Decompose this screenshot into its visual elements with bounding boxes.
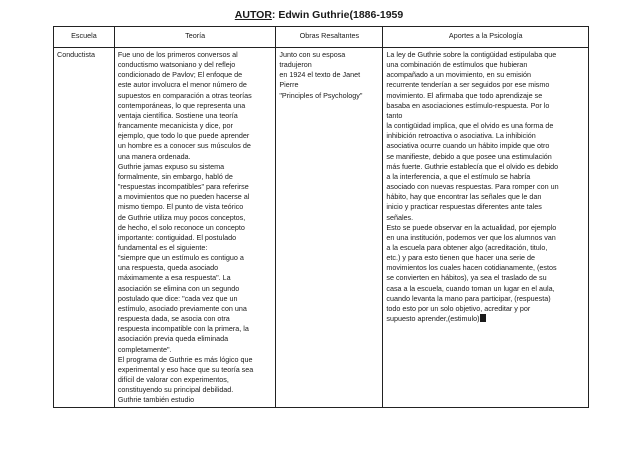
text-line: a la escuela para obtener algo (acreditación, titulo, (386, 242, 548, 252)
text-line: completamente". (117, 344, 172, 354)
text-line: francamente mecanicista y dice, por (117, 121, 233, 131)
text-line: más fuerte. Guthrie establecía que el olvido es debido (386, 161, 559, 171)
text-line: recurrente tenderían a ser seguidos por ese mismo (386, 80, 550, 90)
text-line: en 1924 el texto de Janet Pierre (279, 70, 361, 90)
text-line: todo esto por un solo objetivo, acreditar y por (386, 303, 531, 313)
text-line: movimientos los cuales hacen cotidianamente, (estos (386, 263, 557, 273)
column-header-aportes: Aportes a la Psicología (383, 27, 589, 48)
title-prefix: AUTOR (234, 9, 272, 21)
text-line: condicionado de Pavlov; El enfoque de (117, 70, 243, 80)
text-line: difícil de valorar con experimentos, (117, 375, 229, 384)
text-line: ventaja científica. Sostiene una teoría (117, 110, 238, 120)
text-line: asociativa ocurre cuando un hábito impide que otro (386, 141, 550, 151)
text-line: estímulo, asociado previamente con una (117, 303, 247, 313)
text-line: hábito, hay que encontrar las señales que le dan (386, 192, 542, 202)
text-line: de Guthrie utiliza muy pocos conceptos, (117, 212, 246, 222)
text-line: respuesta incompatible con la primera, la (117, 324, 249, 334)
text-line: se manifieste, debido a que posee una estimulación (386, 151, 552, 161)
text-line: este autor involucra el menor número de (117, 80, 247, 90)
text-line: se convierten en hábitos), ya sea el traslado de su (386, 273, 547, 283)
text-line: postulado que dice: "cada vez que un (117, 293, 238, 303)
text-line: tanto (386, 110, 403, 120)
text-line: contemporáneas, lo que representa una (117, 100, 246, 110)
column-header-obras: Obras Resaltantes (276, 27, 383, 48)
text-line: una manera ordenada. (117, 151, 191, 161)
text-line: "respuestas incompatibles" para referirse (117, 182, 249, 192)
text-line: inicio y practicar respuestas diferentes ante tales (386, 202, 542, 212)
text-line: "Principles of Psychology" (279, 90, 363, 100)
text-line: Junto con su esposa tradujeron (279, 50, 346, 70)
text-line: constituyendo su principal debilidad. (117, 385, 234, 395)
text-line: supuestos en comparación a otras teorías (117, 90, 252, 100)
text-line: etc.) y para esto tienen que hacer una serie de (386, 253, 536, 263)
column-header-teoria: Teoría (114, 27, 276, 48)
text-line: Fue uno de los primeros conversos al (117, 50, 238, 59)
text-line: mismo tiempo. El punto de vista teórico (117, 202, 244, 212)
text-line: movimiento. El afirmaba que todo aprendizaje se (386, 90, 543, 100)
text-line: acompañado a un movimiento, en su emisión (386, 70, 532, 80)
text-line: asociación previa queda eliminada (117, 334, 229, 344)
table-row (54, 48, 589, 408)
text-line: asociación se elimina con un segundo (117, 283, 240, 293)
text-line: "siempre que un estímulo es contiguo a (117, 253, 244, 263)
cell-teoria (114, 48, 276, 408)
text-line: La ley de Guthrie sobre la contigüidad estipulaba que (386, 50, 557, 59)
text-line: en una institución, podemos ver que los alumnos van (386, 232, 556, 242)
cell-obras (276, 48, 383, 408)
text-line: casa a la escuela, cuando toman un lugar en el aula, (386, 283, 555, 293)
text-line: inhibición retroactiva o asociativa. La inhibición (386, 131, 536, 141)
cell-escuela: Conductista (54, 48, 115, 408)
text-line: a movimientos que no pueden hacerse al (117, 192, 250, 202)
text-cursor (480, 314, 486, 322)
page-title (0, 9, 638, 21)
text-line: basaba en asociaciones estímulo-respuesta. Por lo (386, 100, 550, 110)
text-line: cuando levanta la mano para participar, (respuesta) (386, 293, 551, 303)
text-line: importante: contiguidad. El postulado (117, 232, 237, 242)
text-line: de hecho, el solo reconoce un concepto (117, 222, 245, 232)
title-rest: : Edwin Guthrie(1886-1959 (271, 9, 404, 21)
column-header-escuela: Escuela (54, 27, 115, 48)
text-line: un hombre es a conocer sus músculos de (117, 141, 251, 151)
text-line: señales. (386, 212, 414, 222)
text-line: Guthrie también estudio (117, 395, 195, 405)
text-line: máximamente a esa respuesta". La (117, 273, 231, 283)
text-line: conductismo watsoniano y del reflejo (117, 60, 236, 70)
text-line: respuesta dada, se asocia con otra (117, 314, 230, 324)
text-line: a la interferencia, a que el estímulo se habría (386, 171, 531, 181)
author-table (53, 26, 589, 408)
cell-aportes[interactable] (383, 48, 589, 408)
table-header-row (54, 27, 589, 48)
text-line: supuesto aprender,(estimulo) (386, 314, 585, 324)
text-line: fundamental es el siguiente: (117, 242, 208, 252)
text-line: Guthrie jamas expuso su sistema (117, 161, 225, 171)
text-line: El programa de Guthrie es más lógico que (117, 354, 253, 364)
text-line: una combinación de estímulos que hubieran (386, 60, 528, 70)
text-line: ejemplo, que todo lo que puede aprender (117, 131, 250, 141)
text-line: formalmente, sin embargo, habló de (117, 171, 233, 181)
text-line: Esto se puede observar en la actualidad, por ejemplo (386, 222, 557, 232)
text-line: asociado con nuevas respuestas. Para romper con un (386, 182, 559, 192)
text-line: experimental y eso hace que su teoría sea (117, 364, 254, 374)
text-line: una respuesta, queda asociado (117, 263, 219, 273)
text-line: la contigüidad implica, que el olvido es una forma de (386, 121, 554, 131)
